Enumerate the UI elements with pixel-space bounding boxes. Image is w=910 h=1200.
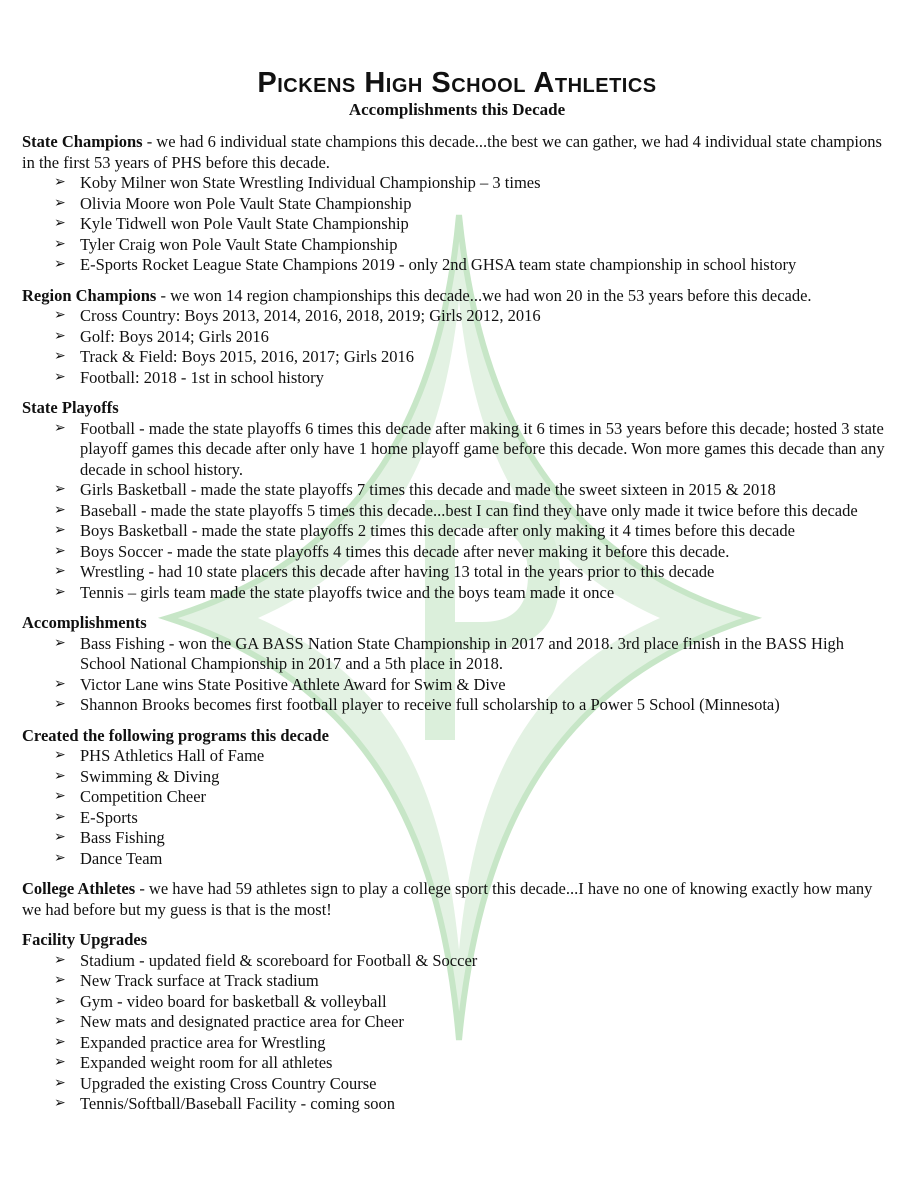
- region-champions-heading: Region Champions: [22, 285, 157, 305]
- accomplishments-heading: Accomplishments: [22, 613, 147, 632]
- list-item: ➢ Tennis – girls team made the state playoffs twice and the boys team made it once: [54, 582, 615, 602]
- list-item: ➢ Boys Soccer - made the state playoffs 4 times this decade after never making it before this decade.: [54, 541, 730, 561]
- college-athletes-text: - we have had 59 athletes sign to play a college sport this decade...I have no one of knowing exactly how many we had before but my guess is that is the most!: [22, 879, 873, 919]
- list-item: ➢ Victor Lane wins State Positive Athlete Award for Swim & Dive: [54, 674, 506, 694]
- list-item: ➢ Kyle Tidwell won Pole Vault State Championship: [54, 214, 409, 233]
- programs-list: [22, 746, 892, 869]
- region-champions-list: [22, 306, 892, 388]
- bullet-arrow-icon: ➢: [54, 697, 66, 712]
- bullet-arrow-icon: ➢: [54, 257, 66, 272]
- list-item: ➢ Expanded practice area for Wrestling: [54, 1032, 326, 1052]
- bullet-arrow-icon: ➢: [54, 768, 66, 784]
- list-item: ➢ Football - made the state playoffs 6 times this decade after making it 6 times in 53 years before this decade; hosted 3 state playoff games this decade after only have 1 home playoff game before this decade. Won more games this decade than any decade in school history.: [54, 418, 885, 479]
- programs-section: [22, 726, 892, 870]
- bullet-arrow-icon: ➢: [54, 369, 66, 385]
- list-item: ➢ PHS Athletics Hall of Fame: [54, 746, 265, 765]
- list-item: ➢ Upgraded the existing Cross Country Course: [54, 1073, 377, 1093]
- state-champions-list: [22, 173, 892, 276]
- bullet-arrow-icon: ➢: [54, 809, 66, 825]
- bullet-arrow-icon: ➢: [54, 308, 66, 323]
- programs-heading: Created the following programs this decade: [22, 725, 329, 745]
- state-playoffs-section: [22, 398, 892, 603]
- list-item: ➢ E-Sports Rocket League State Champions 2019 - only 2nd GHSA team state championship in school history: [54, 255, 797, 274]
- list-item: ➢ Girls Basketball - made the state playoffs 7 times this decade and made the sweet sixteen in 2015 & 2018: [54, 480, 776, 499]
- bullet-arrow-icon: ➢: [54, 482, 66, 497]
- bullet-arrow-icon: ➢: [54, 564, 66, 579]
- bullet-arrow-icon: ➢: [54, 523, 66, 538]
- bullet-arrow-icon: ➢: [54, 993, 66, 1009]
- bullet-arrow-icon: ➢: [54, 1014, 66, 1029]
- facility-upgrades-heading: Facility Upgrades: [22, 930, 148, 949]
- region-champions-section: [22, 286, 892, 389]
- bullet-arrow-icon: ➢: [54, 1055, 66, 1070]
- bullet-arrow-icon: ➢: [54, 748, 66, 763]
- accomplishments-list: [22, 634, 892, 716]
- facility-upgrades-list: [22, 951, 892, 1115]
- bullet-arrow-icon: ➢: [54, 328, 66, 344]
- bullet-arrow-icon: ➢: [54, 635, 66, 651]
- bullet-arrow-icon: ➢: [54, 676, 66, 692]
- list-item: ➢ Dance Team: [54, 848, 163, 868]
- list-item: ➢ Stadium - updated field & scoreboard for Football & Soccer: [54, 950, 478, 970]
- region-champions-paragraph: [22, 286, 892, 307]
- list-item: ➢ Expanded weight room for all athletes: [54, 1053, 333, 1072]
- list-item: ➢ Tyler Craig won Pole Vault State Championship: [54, 234, 398, 254]
- bullet-arrow-icon: ➢: [54, 952, 66, 968]
- bullet-arrow-icon: ➢: [54, 349, 66, 364]
- state-champions-text: - we had 6 individual state champions this decade...the best we can gather, we had 4 individual state champions in the first 53 years of PHS before this decade.: [22, 132, 882, 172]
- region-champions-text: - we won 14 region championships this decade...we had won 20 in the 53 years before this decade.: [156, 285, 812, 305]
- bullet-arrow-icon: ➢: [54, 543, 66, 559]
- list-item: ➢ Shannon Brooks becomes first football player to receive full scholarship to a Power 5 School (Minnesota): [54, 695, 780, 714]
- document-page: [22, 66, 892, 1125]
- accomplishments-section: [22, 613, 892, 716]
- list-item: ➢ Football: 2018 - 1st in school history: [54, 367, 324, 387]
- bullet-arrow-icon: ➢: [54, 789, 66, 804]
- list-item: ➢ Koby Milner won State Wrestling Individual Championship – 3 times: [54, 173, 541, 192]
- college-athletes-paragraph: [22, 879, 892, 920]
- bullet-arrow-icon: ➢: [54, 195, 66, 211]
- list-item: ➢ Cross Country: Boys 2013, 2014, 2016, 2018, 2019; Girls 2012, 2016: [54, 306, 541, 325]
- state-champions-paragraph: [22, 132, 892, 173]
- list-item: ➢ Olivia Moore won Pole Vault State Championship: [54, 193, 412, 213]
- facility-upgrades-section: [22, 930, 892, 1115]
- bullet-arrow-icon: ➢: [54, 420, 66, 436]
- bullet-arrow-icon: ➢: [54, 830, 66, 845]
- list-item: ➢ New Track surface at Track stadium: [54, 971, 319, 990]
- list-item: ➢ Wrestling - had 10 state placers this decade after having 13 total in the years prior to this decade: [54, 562, 715, 581]
- page-title: Pickens High School Athletics: [257, 67, 657, 99]
- bullet-arrow-icon: ➢: [54, 236, 66, 252]
- state-playoffs-heading: State Playoffs: [22, 398, 119, 417]
- list-item: ➢ Track & Field: Boys 2015, 2016, 2017; Girls 2016: [54, 347, 414, 366]
- list-item: ➢ Swimming & Diving: [54, 766, 220, 786]
- list-item: ➢ Gym - video board for basketball & volleyball: [54, 991, 387, 1011]
- list-item: ➢ Bass Fishing - won the GA BASS Nation State Championship in 2017 and 2018. 3rd place finish in the BASS High School National Championship in 2017 and a 5th place in 2018.: [54, 633, 845, 673]
- bullet-arrow-icon: ➢: [54, 502, 66, 518]
- bullet-arrow-icon: ➢: [54, 175, 66, 190]
- list-item: ➢ E-Sports: [54, 807, 138, 827]
- list-item: ➢ Bass Fishing: [54, 828, 165, 847]
- list-item: ➢ New mats and designated practice area for Cheer: [54, 1012, 404, 1031]
- bullet-arrow-icon: ➢: [54, 850, 66, 866]
- state-playoffs-list: [22, 419, 892, 604]
- bullet-arrow-icon: ➢: [54, 1034, 66, 1050]
- bullet-arrow-icon: ➢: [54, 216, 66, 231]
- college-athletes-section: [22, 879, 892, 920]
- state-champions-section: [22, 132, 892, 276]
- list-item: ➢ Boys Basketball - made the state playoffs 2 times this decade after only making it 4 times before this decade: [54, 521, 795, 540]
- bullet-arrow-icon: ➢: [54, 584, 66, 600]
- page-subtitle: Accomplishments this Decade: [348, 100, 566, 119]
- state-champions-heading: State Champions: [22, 132, 143, 151]
- college-athletes-heading: College Athletes: [22, 879, 136, 898]
- bullet-arrow-icon: ➢: [54, 1096, 66, 1111]
- list-item: ➢ Golf: Boys 2014; Girls 2016: [54, 326, 269, 346]
- bullet-arrow-icon: ➢: [54, 1075, 66, 1091]
- bullet-arrow-icon: ➢: [54, 973, 66, 988]
- list-item: ➢ Baseball - made the state playoffs 5 times this decade...best I can find they have only made it twice before this decade: [54, 500, 858, 520]
- list-item: ➢ Competition Cheer: [54, 787, 207, 806]
- list-item: ➢ Tennis/Softball/Baseball Facility - coming soon: [54, 1094, 396, 1113]
